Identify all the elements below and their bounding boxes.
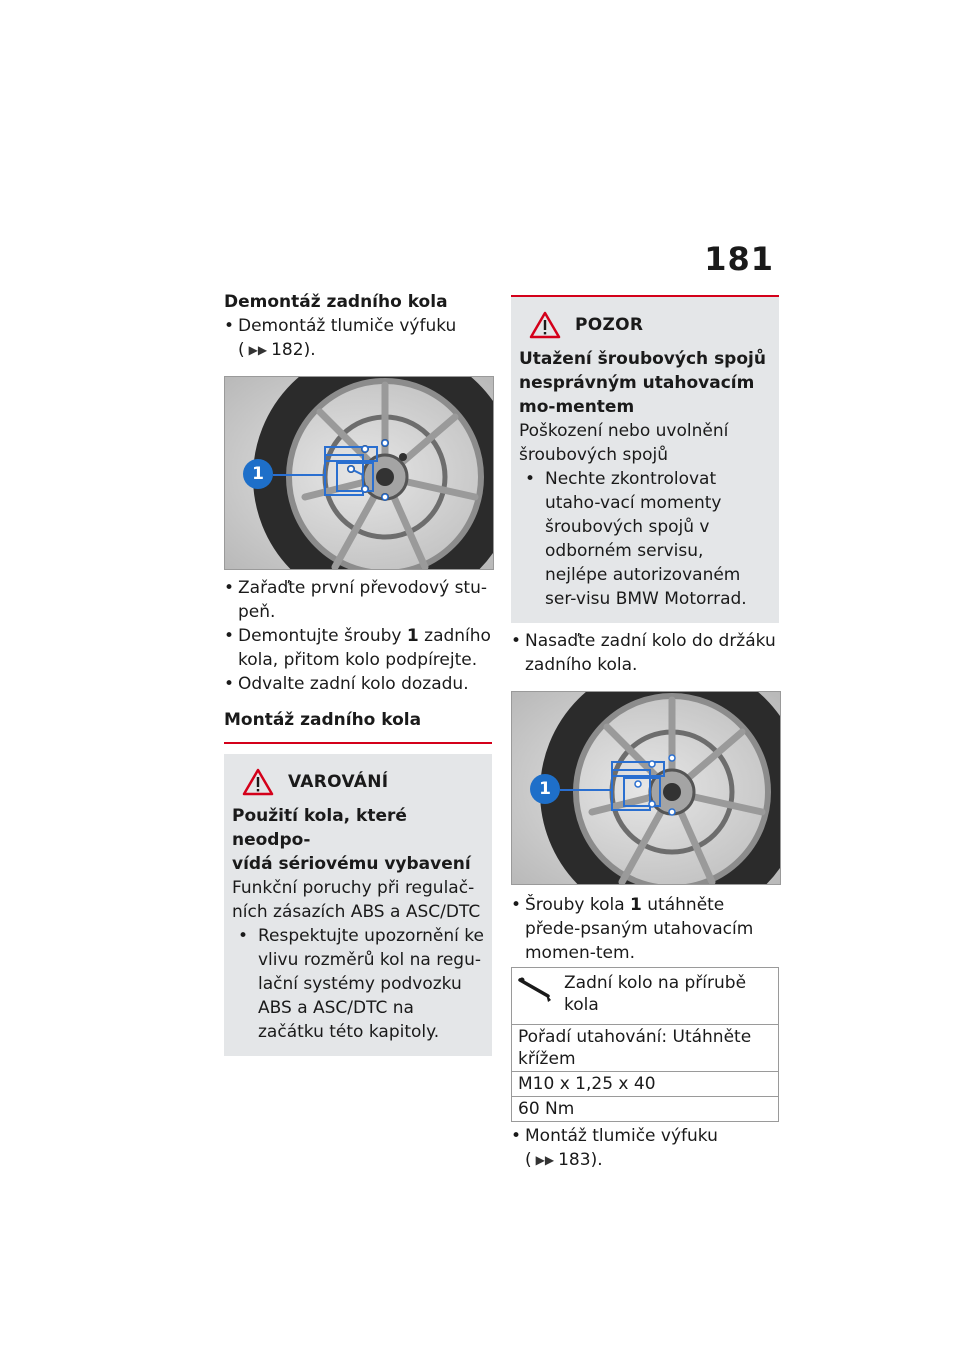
step-install-muffler: • Montáž tlumiče výfuku ( ▶▶ 183).: [511, 1124, 779, 1172]
step-roll-wheel-back: • Odvalte zadní kolo dozadu.: [224, 672, 492, 696]
caution-triangle-icon: [529, 311, 561, 339]
warning-text-line-2: ních zásazích ABS a ASC/DTC: [232, 902, 481, 922]
step-mount-wheel: • Nasaďte zadní kolo do držáku zadního kola.: [511, 629, 779, 677]
spec-bolt-size: M10 x 1,25 x 40: [512, 1072, 779, 1097]
caution-box: [511, 295, 779, 623]
warning-bold-line-1: Použití kola, které neodpo-: [232, 806, 407, 850]
rear-wheel-figure-2: [511, 691, 781, 885]
callout-marker: 1: [530, 774, 560, 804]
spec-header: Zadní kolo na přírubě kola: [564, 973, 747, 1015]
part-number: 1: [406, 626, 419, 646]
warning-bullet: • Respektujte upozornění ke vlivu rozměrů kol na regu-lační systémy podvozku ABS a ASC/DTC na začátku této kapitoly.: [232, 924, 484, 1044]
caution-title: POZOR: [575, 315, 644, 335]
torque-spec-table: [511, 967, 779, 1122]
page-reference-link[interactable]: 182: [271, 340, 304, 360]
rear-wheel-figure-1: [224, 376, 494, 570]
left-column: [224, 290, 492, 1056]
page-reference-icon: ▶▶: [248, 343, 268, 357]
step-remove-muffler: • Demontáž tlumiče výfuku ( ▶▶ 182).: [224, 314, 492, 362]
step-remove-bolts: • Demontujte šrouby 1 zadního kola, přitom kolo podpírejte.: [224, 624, 492, 672]
page-number: 181: [704, 240, 774, 278]
step-select-first-gear: • Zařaďte první převodový stu-peň.: [224, 576, 492, 624]
callout-marker: 1: [243, 459, 273, 489]
section-heading-removal: Demontáž zadního kola: [224, 292, 448, 312]
step-tighten-bolts: • Šrouby kola 1 utáhněte přede-psaným utahovacím momen-tem.: [511, 893, 779, 965]
spec-tightening-order: Pořadí utahování: Utáhněte křížem: [512, 1025, 779, 1072]
warning-bold-line-2: vídá sériovému vybavení: [232, 854, 471, 874]
caution-bullet: • Nechte zkontrolovat utaho-vací momenty šroubových spojů v odborném servisu, nejlépe autorizovaném ser-visu BMW Motorrad.: [519, 467, 771, 611]
warning-triangle-icon: [242, 768, 274, 796]
page-reference-icon: ▶▶: [535, 1153, 555, 1167]
caution-bold-text: Utažení šroubových spojů nesprávným utahovacím mo-mentem: [519, 349, 766, 417]
part-number: 1: [630, 895, 642, 915]
right-column: [511, 295, 779, 1172]
warning-title: VAROVÁNÍ: [288, 772, 389, 792]
torque-wrench-icon: [518, 974, 554, 1004]
warning-text-line-1: Funkční poruchy při regulač-: [232, 878, 475, 898]
page-reference-link[interactable]: 183: [558, 1150, 591, 1170]
caution-text: Poškození nebo uvolnění šroubových spojů: [519, 421, 729, 465]
warning-box: [224, 754, 492, 1056]
spec-torque-value: 60 Nm: [512, 1097, 779, 1122]
section-heading-installation: Montáž zadního kola: [224, 708, 492, 744]
